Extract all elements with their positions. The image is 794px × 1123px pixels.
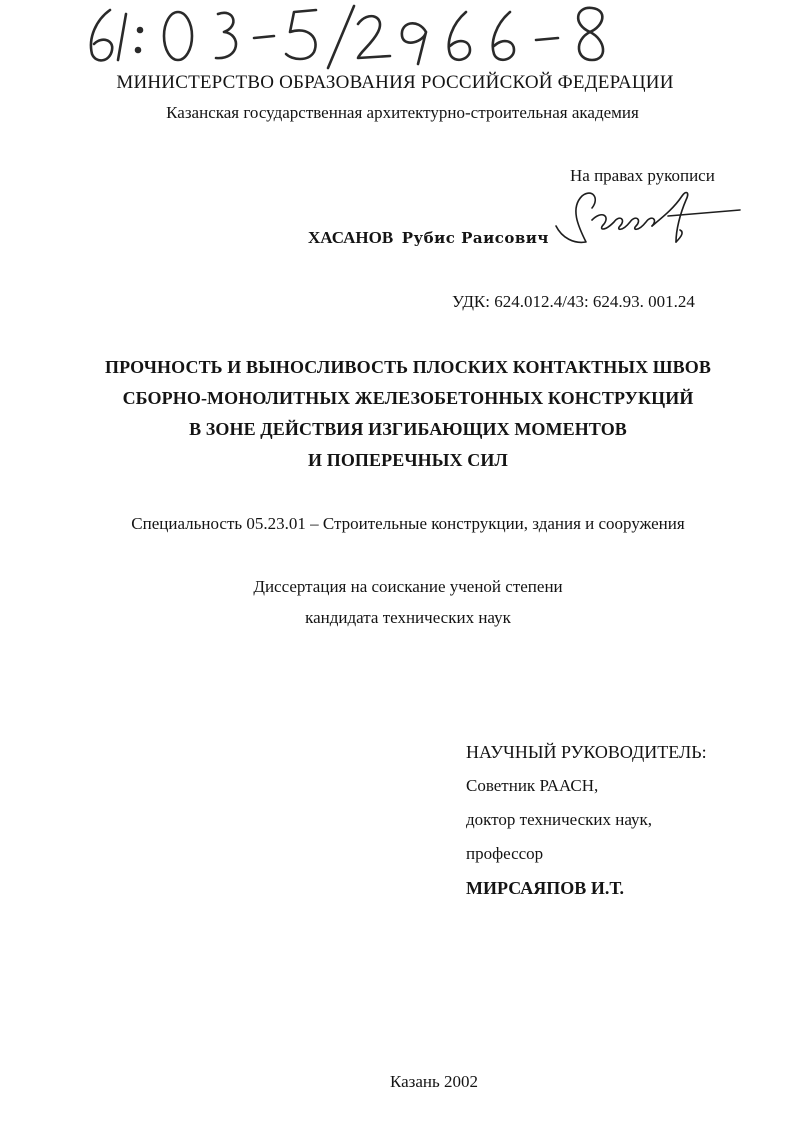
handwritten-archive-number bbox=[78, 2, 618, 72]
title-line: СБОРНО-МОНОЛИТНЫХ ЖЕЛЕЗОБЕТОННЫХ КОНСТРУКЦИЙ bbox=[122, 388, 694, 408]
advisor-rank-line: профессор bbox=[466, 844, 544, 863]
advisor-title-line: Советник РААСН, bbox=[466, 776, 599, 795]
city-year: Казань 2002 bbox=[389, 1072, 479, 1091]
manuscript-rights-note: На правах рукописи bbox=[570, 166, 715, 185]
scientific-advisor-block bbox=[466, 735, 707, 905]
academy-name: Казанская государственная архитектурно-строительная академия bbox=[166, 103, 639, 122]
author-name bbox=[308, 228, 549, 248]
dissertation-degree-line-2: кандидата технических наук bbox=[305, 608, 511, 627]
advisor-name: МИРСАЯПОВ И.Т. bbox=[466, 878, 625, 898]
udc-code: УДК: 624.012.4/43: 624.93. 001.24 bbox=[452, 292, 695, 311]
dissertation-degree-line-1: Диссертация на соискание ученой степени bbox=[253, 577, 563, 596]
author-surname: ХАСАНОВ bbox=[308, 228, 394, 247]
advisor-heading: НАУЧНЫЙ РУКОВОДИТЕЛЬ: bbox=[466, 742, 707, 762]
title-line: В ЗОНЕ ДЕЙСТВИЯ ИЗГИБАЮЩИХ МОМЕНТОВ bbox=[189, 419, 627, 439]
ministry-heading: МИНИСТЕРСТВО ОБРАЗОВАНИЯ РОССИЙСКОЙ ФЕДЕРАЦИИ bbox=[116, 72, 674, 93]
author-given-names: Рубис Раисович bbox=[401, 229, 549, 247]
dissertation-title bbox=[0, 352, 794, 476]
title-line: ПРОЧНОСТЬ И ВЫНОСЛИВОСТЬ ПЛОСКИХ КОНТАКТНЫХ ШВОВ bbox=[105, 357, 711, 377]
specialty-line: Специальность 05.23.01 – Строительные конструкции, здания и сооружения bbox=[131, 514, 685, 533]
signature-image bbox=[552, 186, 742, 248]
title-line: И ПОПЕРЕЧНЫХ СИЛ bbox=[308, 450, 508, 470]
advisor-degree-line: доктор технических наук, bbox=[466, 810, 653, 829]
